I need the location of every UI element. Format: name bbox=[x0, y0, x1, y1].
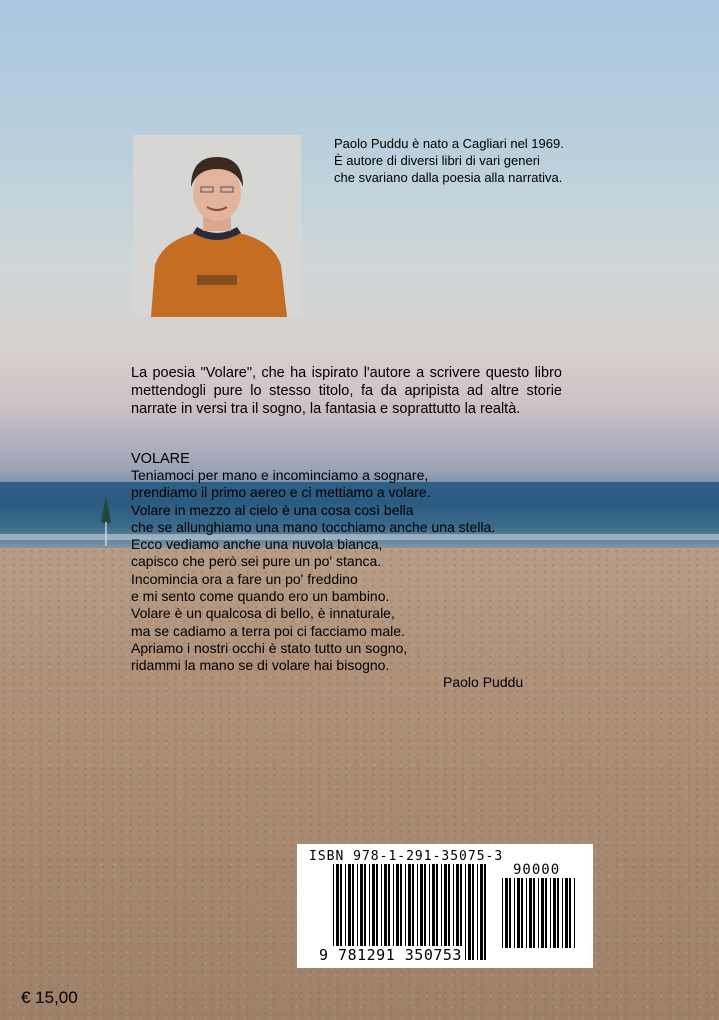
barcode-addon: 90000 bbox=[513, 862, 561, 878]
poem-title: VOLARE bbox=[131, 451, 190, 467]
book-intro: La poesia "Volare", che ha ispirato l'autore a scrivere questo libro mettendogli pure lo stesso titolo, fa da apripista ad altre storie narrate in versi tra il sogno, la fantasia e soprattutto la realtà. bbox=[131, 365, 562, 417]
poem-line: capisco che però sei pure un po' stanca. bbox=[131, 553, 382, 570]
price: € 15,00 bbox=[21, 988, 78, 1007]
poem-line: che se allunghiamo una mano tocchiamo anche una stella. bbox=[131, 518, 496, 535]
poem-line: Teniamoci per mano e incominciamo a sognare, bbox=[131, 467, 429, 483]
poem-line: Volare è un qualcosa di bello, è innaturale, bbox=[131, 605, 395, 622]
poem-line: prendiamo il primo aereo e ci mettiamo a volare. bbox=[131, 484, 431, 501]
poem-line: Apriamo i nostri occhi è stato tutto un sogno, bbox=[131, 639, 408, 656]
isbn-barcode bbox=[297, 844, 593, 968]
poem-line: ma se cadiamo a terra poi ci facciamo male. bbox=[131, 622, 405, 639]
beach-umbrella-icon bbox=[99, 496, 113, 546]
poem-line: e mi sento come quando ero un bambino. bbox=[131, 588, 390, 605]
poem-lines bbox=[131, 467, 571, 675]
author-photo bbox=[133, 135, 301, 317]
poem-author: Paolo Puddu bbox=[443, 674, 524, 690]
poem-line: Volare in mezzo al cielo è una cosa così bella bbox=[131, 501, 414, 518]
author-bio: Paolo Puddu è nato a Cagliari nel 1969. È autore di diversi libri di vari generi che svariano dalla poesia alla narrativa. bbox=[334, 136, 564, 185]
isbn-label: ISBN 978-1-291-35075-3 bbox=[309, 849, 504, 864]
poem-line: ridammi la mano se di volare hai bisogno. bbox=[131, 657, 390, 674]
barcode-digits: 9 781291 350753 bbox=[319, 946, 462, 964]
poem-line: Ecco vediamo anche una nuvola bianca, bbox=[131, 536, 383, 553]
poem-line: Incomincia ora a fare un po' freddino bbox=[131, 570, 358, 587]
